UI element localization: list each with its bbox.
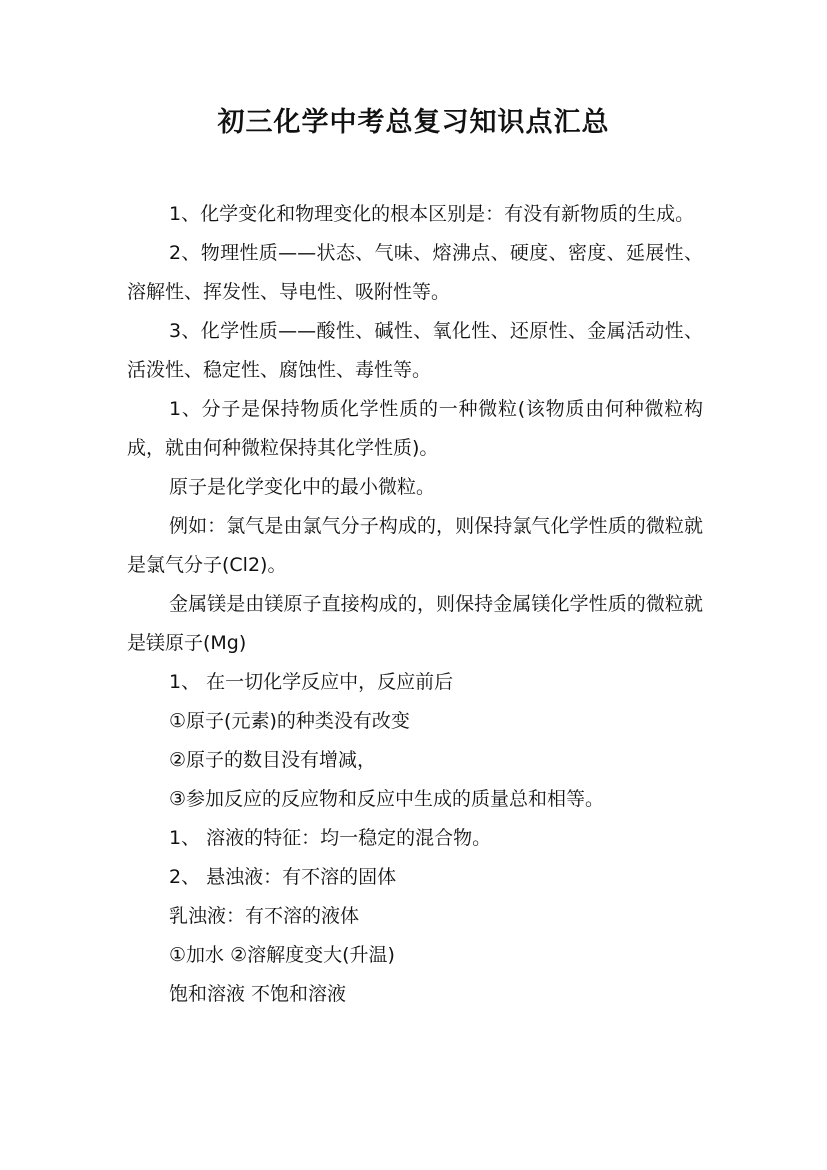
paragraph: 例如：氯气是由氯气分子构成的，则保持氯气化学性质的微粒就是氯气分子(Cl2)。 [127,515,703,576]
paragraph: ②原子的数目没有增减， [169,749,377,771]
paragraph: ①原子(元素)的种类没有改变 [169,710,410,732]
paragraph: 3、化学性质——酸性、碱性、氧化性、还原性、金属活动性、活泼性、稳定性、腐蚀性、毒性等。 [127,320,703,381]
paragraph: 金属镁是由镁原子直接构成的，则保持金属镁化学性质的微粒就是镁原子(Mg) [127,593,703,654]
paragraph: 1、 溶液的特征：均一稳定的混合物。 [169,827,492,849]
paragraph: 1、 在一切化学反应中，反应前后 [169,671,454,693]
paragraph: 乳浊液：有不溶的液体 [169,905,360,927]
paragraph: 原子是化学变化中的最小微粒。 [169,476,436,498]
paragraph: ①加水 ②溶解度变大(升温) [169,944,395,966]
paragraph: 1、化学变化和物理变化的根本区别是：有没有新物质的生成。 [169,203,695,225]
paragraph: ③参加反应的反应物和反应中生成的质量总和相等。 [169,788,605,810]
paragraph: 1、分子是保持物质化学性质的一种微粒(该物质由何种微粒构成，就由何种微粒保持其化学性质)。 [127,398,703,459]
document-title: 初三化学中考总复习知识点汇总 [217,107,610,138]
paragraph: 2、物理性质——状态、气味、熔沸点、硬度、密度、延展性、溶解性、挥发性、导电性、吸附性等。 [127,242,703,303]
paragraph: 2、 悬浊液：有不溶的固体 [169,866,397,888]
paragraph: 饱和溶液 不饱和溶液 [169,983,347,1005]
document-body [127,195,703,1014]
